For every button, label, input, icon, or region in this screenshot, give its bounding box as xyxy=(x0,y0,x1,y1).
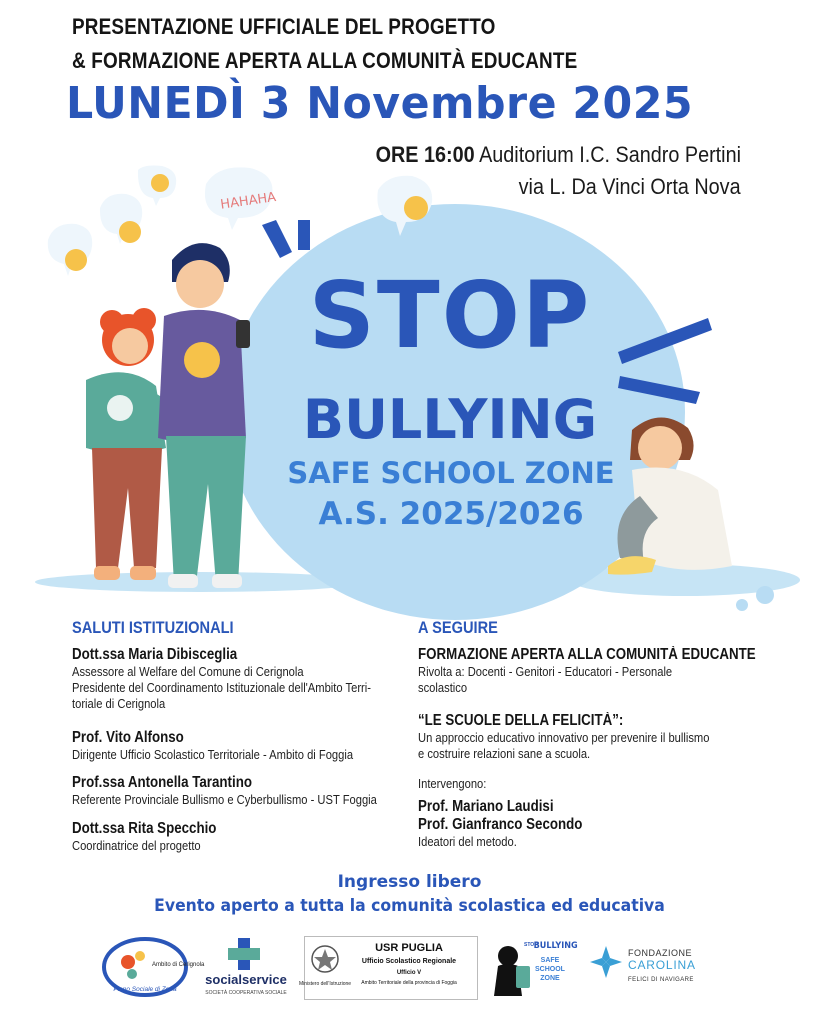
event-time: ORE 16:00 xyxy=(375,142,475,167)
saluti-person xyxy=(72,774,427,808)
usr-title: USR PUGLIA xyxy=(375,942,443,954)
stopbullying-line2: SCHOOL xyxy=(535,966,565,973)
usr-puglia-emblem xyxy=(298,937,477,999)
speakers-block xyxy=(418,798,609,850)
header-line-1: PRESENTAZIONE UFFICIALE DEL PROGETTO xyxy=(72,14,496,39)
person-name: Dott.ssa Maria Dibisceglia xyxy=(72,646,238,663)
kid-with-phone xyxy=(158,243,250,588)
fondazione-line2: CAROLINA xyxy=(628,958,696,972)
training-target: Rivolta a: Docenti - Genitori - Educatori - Personale xyxy=(418,664,673,679)
method-description: Un approccio educativo innovativo per prevenire il bullismo xyxy=(418,730,710,745)
usr-line3: Ambito Territoriale della provincia di Foggia xyxy=(361,980,457,986)
speakers-label: Intervengono: xyxy=(418,776,487,791)
person-role: Presidente del Coordinamento Istituzionale dell'Ambito Terri- xyxy=(72,680,371,695)
logo-fondazione-carolina xyxy=(586,936,710,998)
training-target: scolastico xyxy=(418,680,468,695)
event-date: LUNEDÌ 3 Novembre 2025 xyxy=(66,78,694,129)
socialservice-tagline: SOCIETÀ COOPERATIVA SOCIALE xyxy=(205,990,287,996)
hero-subtitle: SAFE SCHOOL ZONE xyxy=(287,456,615,490)
piano-sociale-top: Ambito di Cerignola xyxy=(152,962,205,968)
logo-piano-sociale xyxy=(102,936,205,998)
hero-bullying: BULLYING xyxy=(302,388,598,451)
stop-bullying-emblem xyxy=(494,936,578,998)
person-name: Prof. Vito Alfonso xyxy=(72,729,184,746)
method-block xyxy=(418,712,757,762)
usr-line1: Ufficio Scolastico Regionale xyxy=(361,958,457,965)
speaker-name: Prof. Gianfranco Secondo xyxy=(418,816,583,833)
person-role: Coordinatrice del progetto xyxy=(72,838,201,853)
event-address: via L. Da Vinci Orta Nova xyxy=(519,174,741,199)
person-role: toriale di Cerignola xyxy=(72,696,166,711)
stopbullying-word: BULLYING xyxy=(533,940,578,952)
training-block xyxy=(418,646,811,696)
piano-sociale-emblem xyxy=(102,936,205,998)
training-title: FORMAZIONE APERTA ALLA COMUNITÀ EDUCANTE xyxy=(418,646,756,663)
ministero-label: Ministero dell'Istruzione xyxy=(298,981,352,987)
saluti-person xyxy=(72,820,240,854)
person-role: Assessore al Welfare del Comune di Cerignola xyxy=(72,664,304,679)
stopbullying-line3: ZONE xyxy=(540,975,560,982)
event-place: Auditorium I.C. Sandro Pertini xyxy=(479,142,741,167)
person-role: Referente Provinciale Bullismo e Cyberbullismo - UST Foggia xyxy=(72,792,377,807)
method-description: e costruire relazioni sane a scuola. xyxy=(418,746,591,761)
saluti-person xyxy=(72,646,420,712)
fondazione-carolina-emblem xyxy=(586,936,710,998)
hero-school-year: A.S. 2025/2026 xyxy=(318,496,584,532)
method-title: “LE SCUOLE DELLA FELICITÀ”: xyxy=(418,712,624,729)
hero-stop: STOP xyxy=(308,262,592,369)
logo-usr-puglia xyxy=(298,936,478,1000)
saluti-person xyxy=(72,729,399,763)
seguire-title: A SEGUIRE xyxy=(418,618,498,637)
saluti-title: SALUTI ISTITUZIONALI xyxy=(72,618,234,637)
socialservice-name: socialservice xyxy=(205,972,287,987)
person-name: Dott.ssa Rita Specchio xyxy=(72,820,217,837)
speech-bubble-text: HAHAHA xyxy=(219,190,278,213)
footer-open-event: Evento aperto a tutta la comunità scolastica ed educativa xyxy=(154,896,665,916)
socialservice-emblem xyxy=(204,936,294,998)
stopbullying-prefix: STOP xyxy=(524,942,538,948)
person-name: Prof.ssa Antonella Tarantino xyxy=(72,774,252,791)
footer-free-entry: Ingresso libero xyxy=(337,872,482,892)
logo-socialservice xyxy=(204,936,294,998)
person-role: Dirigente Ufficio Scolastico Territoriale - Ambito di Foggia xyxy=(72,747,354,762)
usr-line2: Ufficio V xyxy=(396,970,422,976)
speakers-note: Ideatori del metodo. xyxy=(418,834,517,849)
logo-stop-bullying xyxy=(494,936,578,998)
fondazione-line1: FONDAZIONE xyxy=(628,948,693,958)
stopbullying-line1: SAFE xyxy=(540,957,560,964)
speaker-name: Prof. Mariano Laudisi xyxy=(418,798,554,815)
piano-sociale-ring: Piano Sociale di Zona xyxy=(113,986,177,993)
fondazione-tagline: FELICI DI NAVIGARE xyxy=(628,977,694,983)
header-line-2: & FORMAZIONE APERTA ALLA COMUNITÀ EDUCANTE xyxy=(72,48,578,73)
event-time-place xyxy=(376,142,741,168)
